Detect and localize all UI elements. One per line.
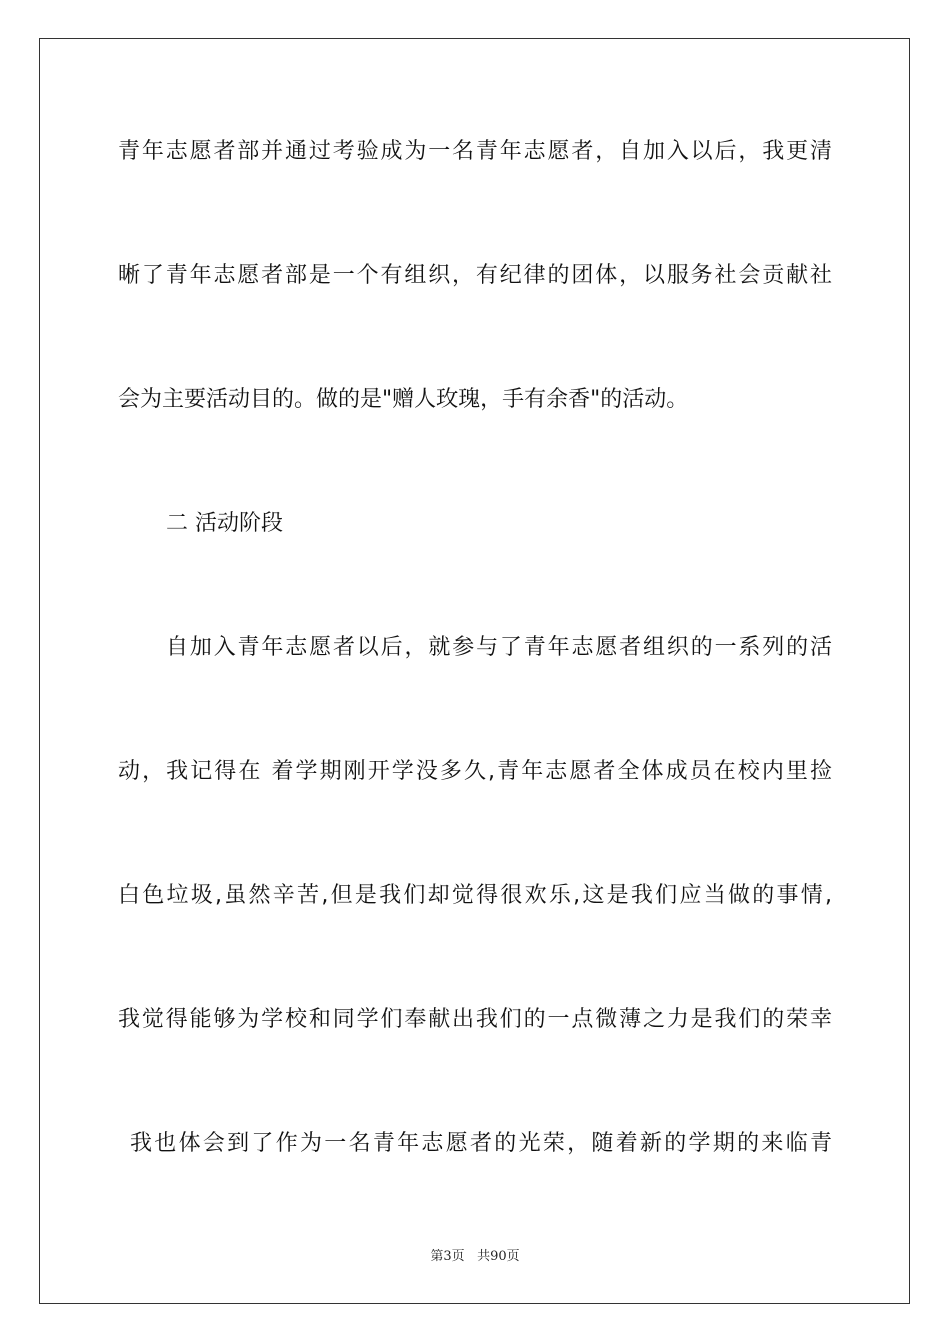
- page-total: 共90页: [477, 1249, 520, 1264]
- body-text-line: 我也体会到了作为一名青年志愿者的光荣，随着新的学期的来临青: [130, 1131, 832, 1156]
- page-number: 第3页: [430, 1249, 465, 1264]
- body-text-line: 晰了青年志愿者部是一个有组织，有纪律的团体，以服务社会贡献社: [118, 263, 832, 288]
- page-footer: [0, 1248, 950, 1266]
- page-border: [39, 38, 910, 1304]
- body-text-line: 青年志愿者部并通过考验成为一名青年志愿者，自加入以后，我更清: [118, 139, 832, 164]
- section-heading: 二 活动阶段: [166, 511, 283, 536]
- body-text-line: 我觉得能够为学校和同学们奉献出我们的一点微薄之力是我们的荣幸: [118, 1007, 832, 1032]
- body-text-line: 自加入青年志愿者以后，就参与了青年志愿者组织的一系列的活: [166, 635, 832, 660]
- body-text-line: 动，我记得在 着学期刚开学没多久,青年志愿者全体成员在校内里捡: [118, 759, 832, 784]
- body-text-line: 白色垃圾,虽然辛苦,但是我们却觉得很欢乐,这是我们应当做的事情,: [118, 883, 832, 908]
- body-text-line: 会为主要活动目的。做的是"赠人玫瑰，手有余香"的活动。: [118, 387, 689, 412]
